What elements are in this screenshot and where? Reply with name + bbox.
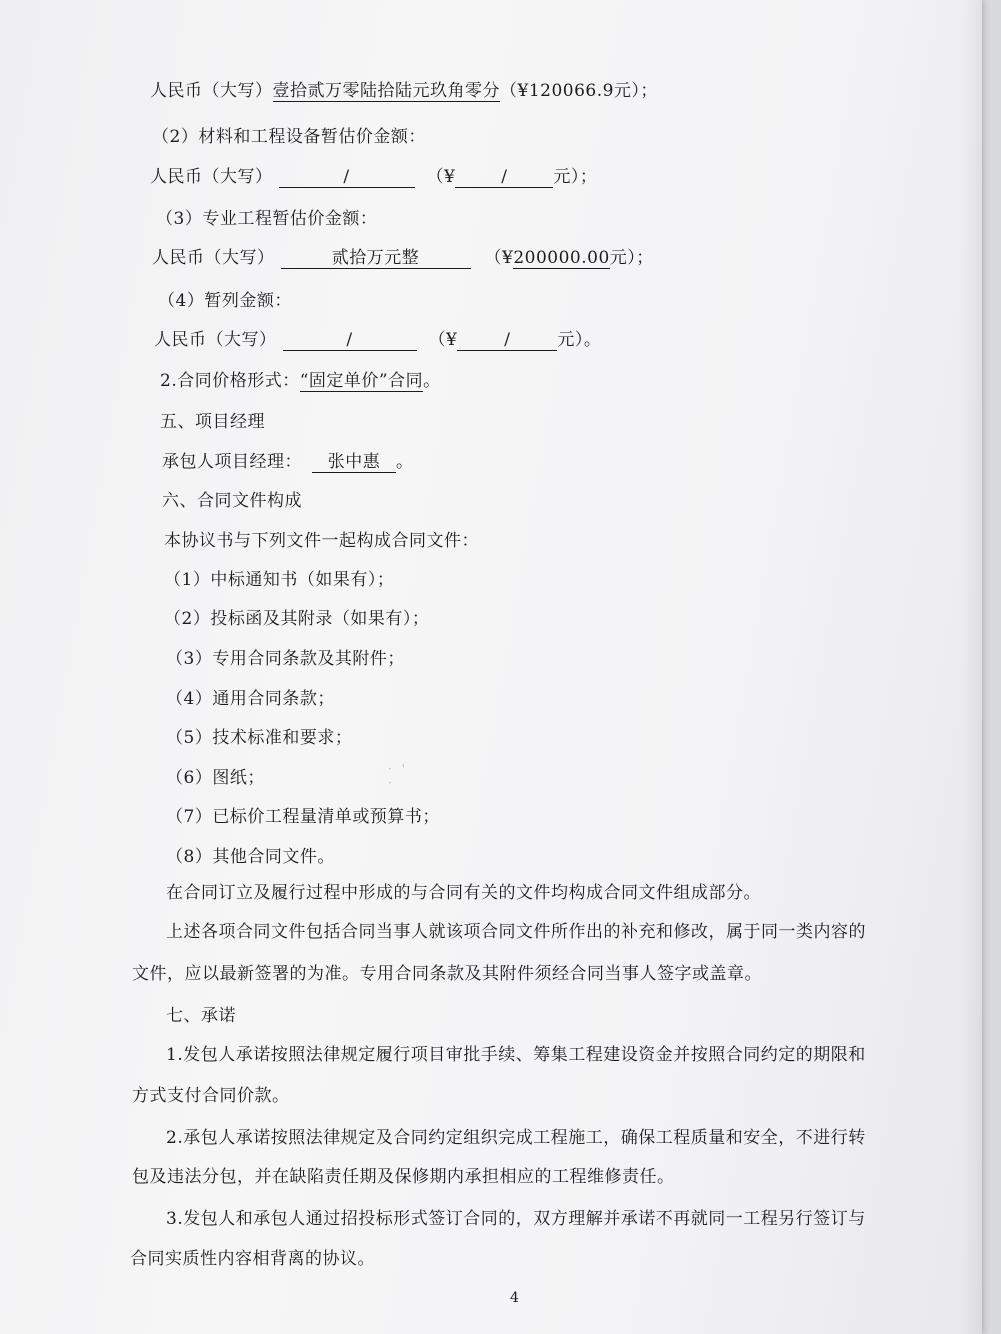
commitment-1-line2: 方式支付合同价款。 bbox=[132, 1086, 290, 1106]
label-price-form: 2.合同价格形式： bbox=[160, 371, 300, 391]
price-form-value: “固定单价”合同 bbox=[299, 371, 424, 391]
label-rmb: 人民币（大写） bbox=[154, 330, 277, 350]
section-heading-project-manager: 五、项目经理 bbox=[160, 412, 265, 432]
blank-amount-words: / bbox=[279, 167, 415, 188]
label-yuan-open: （¥ bbox=[484, 248, 514, 268]
doc-item: （1）中标通知书（如果有）； bbox=[164, 570, 395, 590]
label-yuan-close: 元）； bbox=[609, 248, 654, 268]
label-project-manager: 承包人项目经理： bbox=[162, 452, 302, 472]
line-contract-price-amount bbox=[150, 80, 658, 102]
amount-number: 200000.00 bbox=[513, 248, 610, 268]
doc-item: （3）专用合同条款及其附件； bbox=[166, 649, 405, 669]
label-yuan-close: 元）。 bbox=[557, 330, 602, 350]
paragraph-supplements-line2: 文件，应以最新签署的为准。专用合同条款及其附件须经合同当事人签字或盖章。 bbox=[132, 964, 762, 984]
line-price-form bbox=[160, 370, 441, 392]
amount-words: 贰拾万元整 bbox=[281, 248, 471, 269]
doc-item: （8）其他合同文件。 bbox=[166, 847, 335, 867]
page-number: 4 bbox=[510, 1290, 519, 1306]
doc-item: （5）技术标准和要求； bbox=[166, 728, 353, 748]
blank-amount-number: / bbox=[455, 167, 553, 188]
paragraph-docs-formed: 在合同订立及履行过程中形成的与合同有关的文件均构成合同文件组成部分。 bbox=[166, 883, 761, 903]
line-material-estimate-amount bbox=[150, 166, 597, 188]
doc-item: （7）已标价工程量清单或预算书； bbox=[166, 807, 440, 827]
commitment-3-line1: 3.发包人和承包人通过招投标形式签订合同的，双方理解并承诺不再就同一工程另行签订与 bbox=[166, 1209, 866, 1229]
doc-item: （2）投标函及其附录（如果有）； bbox=[164, 609, 430, 629]
amount-words: 壹拾贰万零陆拾陆元玖角零分 bbox=[272, 81, 500, 101]
line-docs-intro: 本协议书与下列文件一起构成合同文件： bbox=[164, 531, 479, 551]
label-rmb: 人民币（大写） bbox=[150, 167, 273, 187]
punct: 。 bbox=[423, 371, 441, 391]
label-yuan-close: 元）； bbox=[553, 167, 598, 187]
blank-amount-number: / bbox=[457, 330, 557, 351]
page-edge-shadow bbox=[960, 0, 982, 1334]
line-provisional-heading: （4）暂列金额： bbox=[158, 291, 292, 311]
line-material-estimate-heading: （2）材料和工程设备暂估价金额： bbox=[152, 127, 426, 147]
amount-number: （¥120066.9元）； bbox=[500, 81, 658, 101]
label-yuan-open: （¥ bbox=[428, 330, 458, 350]
blank-amount-words: / bbox=[283, 330, 417, 351]
line-special-estimate-amount bbox=[152, 247, 654, 269]
doc-item: （4）通用合同条款； bbox=[166, 689, 335, 709]
paragraph-supplements-line1: 上述各项合同文件包括合同当事人就该项合同文件所作出的补充和修改，属于同一类内容的 bbox=[166, 922, 866, 942]
section-heading-contract-docs: 六、合同文件构成 bbox=[162, 491, 302, 511]
line-special-estimate-heading: （3）专业工程暂估价金额： bbox=[156, 209, 378, 229]
faint-stamp-mark: · ' · bbox=[388, 762, 408, 790]
label-rmb: 人民币（大写） bbox=[152, 248, 275, 268]
project-manager-name: 张中惠 bbox=[312, 452, 396, 473]
section-heading-commitments: 七、承诺 bbox=[166, 1006, 236, 1026]
doc-item: （6）图纸； bbox=[166, 768, 265, 788]
punct: 。 bbox=[396, 452, 414, 472]
line-provisional-amount bbox=[154, 329, 601, 351]
label-yuan-open: （¥ bbox=[426, 167, 456, 187]
commitment-2-line2: 包及违法分包，并在缺陷责任期及保修期内承担相应的工程维修责任。 bbox=[132, 1167, 675, 1187]
label-rmb: 人民币（大写） bbox=[150, 81, 273, 101]
commitment-2-line1: 2.承包人承诺按照法律规定及合同约定组织完成工程施工，确保工程质量和安全，不进行转 bbox=[166, 1128, 866, 1148]
line-project-manager bbox=[162, 451, 414, 473]
commitment-1-line1: 1.发包人承诺按照法律规定履行项目审批手续、筹集工程建设资金并按照合同约定的期限和 bbox=[166, 1045, 866, 1065]
commitment-3-line2: 合同实质性内容相背离的协议。 bbox=[130, 1249, 375, 1269]
